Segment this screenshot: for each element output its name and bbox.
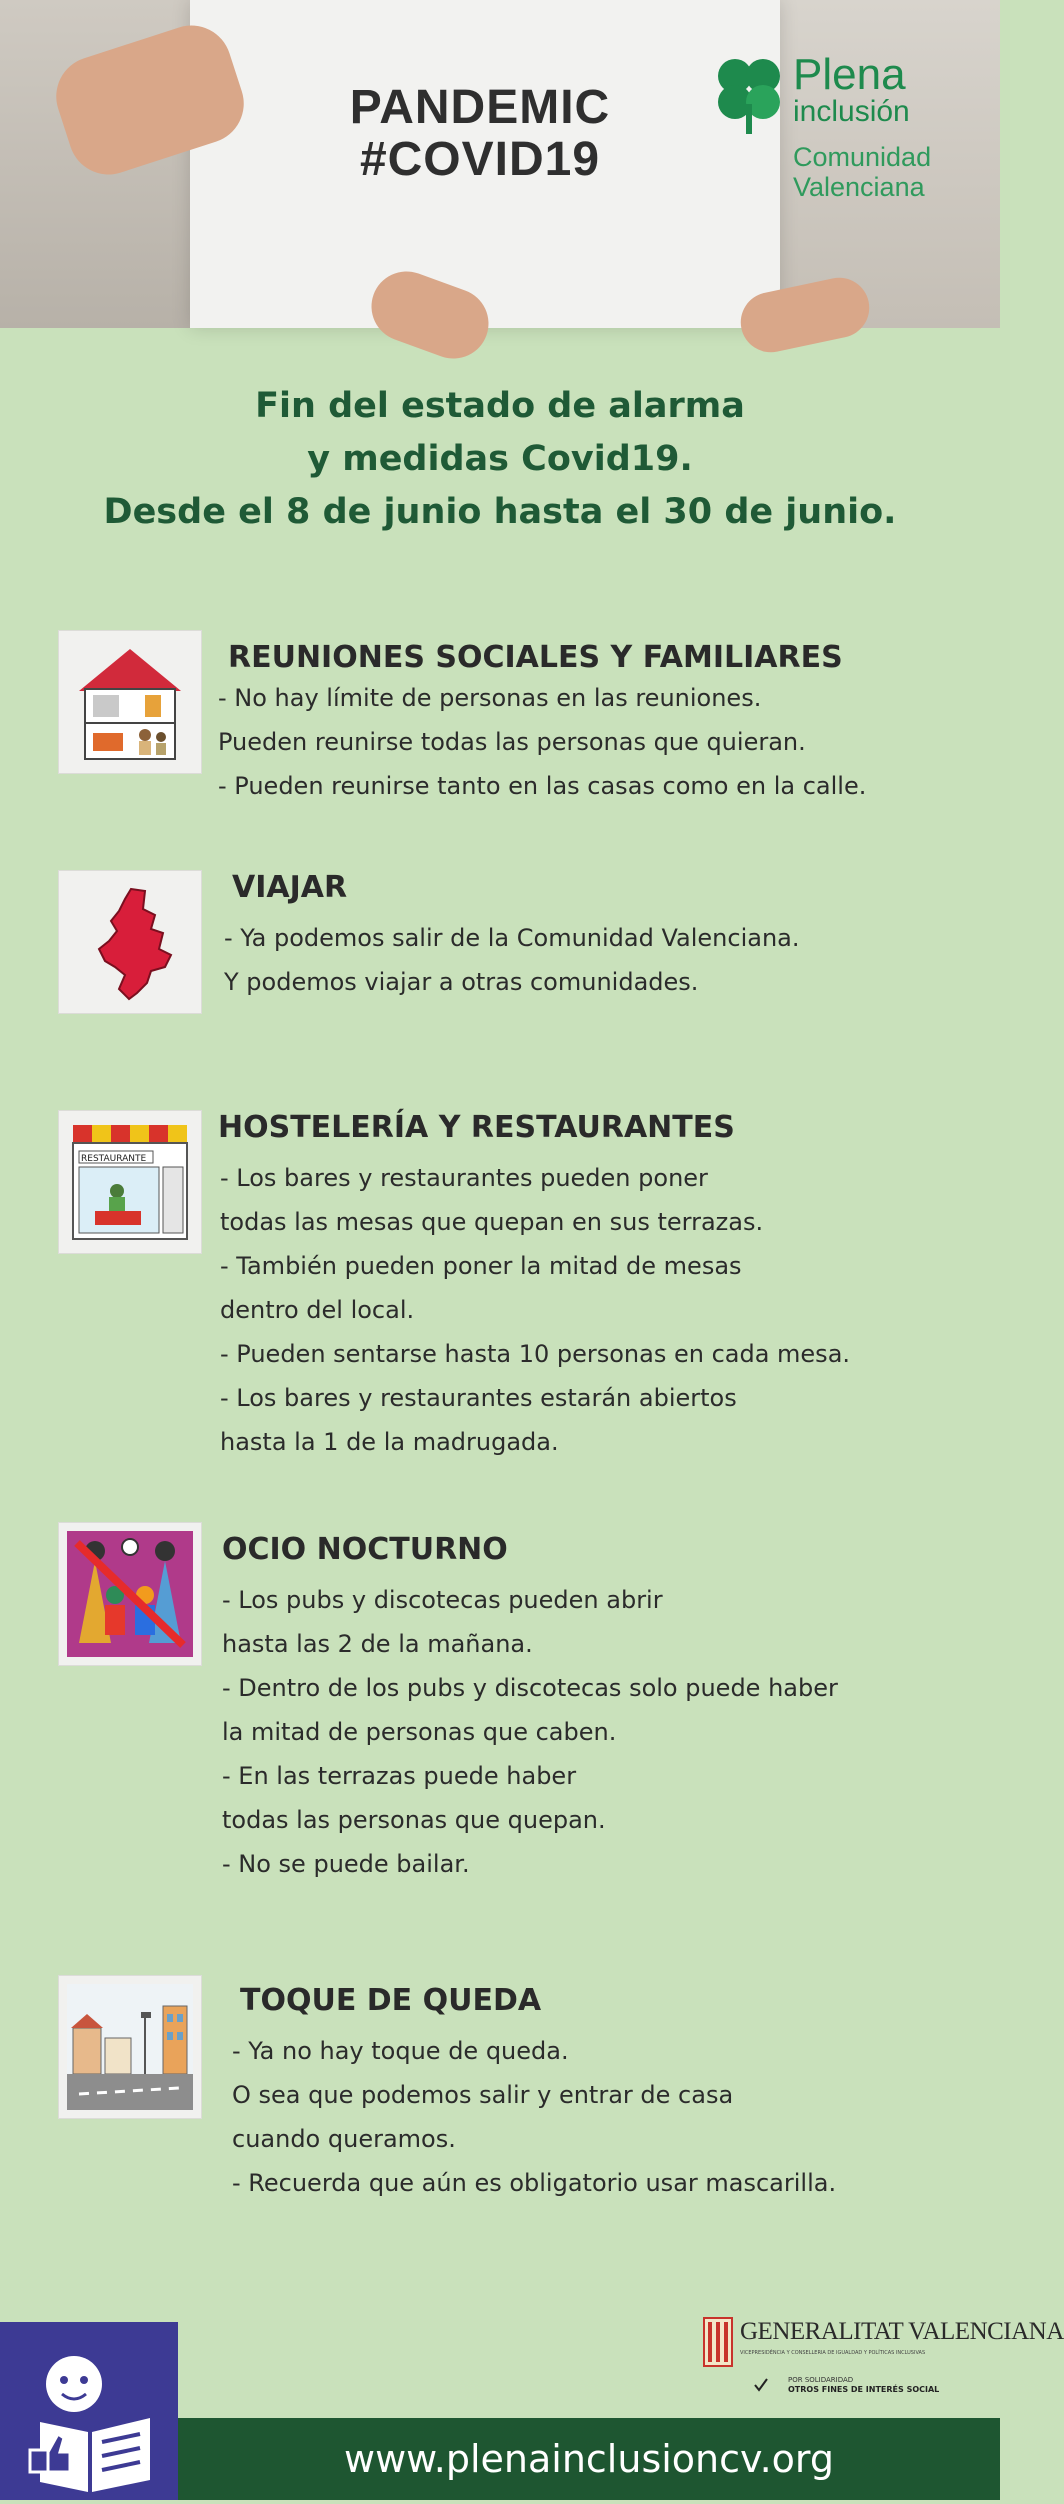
heading-line3: Desde el 8 de junio hasta el 30 de junio.: [103, 492, 897, 532]
website-link[interactable]: www.plenainclusioncv.org: [344, 2437, 834, 2481]
section-hosteleria: [58, 1110, 958, 1470]
solidarity-line2: OTROS FINES DE INTERÉS SOCIAL: [788, 2385, 940, 2394]
hero-title-line1: PANDEMIC: [349, 81, 611, 134]
logo-line4: Valenciana: [793, 172, 925, 202]
map-icon: [58, 870, 202, 1014]
section-ocio-nocturno: [58, 1522, 958, 1892]
disco-icon: [58, 1522, 202, 1666]
text-line: - Los pubs y discotecas pueden abrir: [222, 1586, 663, 1614]
text-line: - Los bares y restaurantes pueden poner: [220, 1164, 708, 1192]
text-line: - No hay límite de personas en las reuniones.: [218, 684, 762, 712]
section-text: [222, 1578, 838, 1886]
text-line: hasta la 1 de la madrugada.: [220, 1428, 559, 1456]
heading-line1: Fin del estado de alarma: [255, 386, 745, 426]
section-text: [232, 2029, 836, 2205]
text-line: - En las terrazas puede haber: [222, 1762, 577, 1790]
section-toque-de-queda: [58, 1975, 958, 2215]
main-heading: [0, 380, 1000, 539]
hero-photo: [0, 0, 1000, 328]
text-line: cuando queramos.: [232, 2125, 456, 2153]
text-line: todas las personas que quepan.: [222, 1806, 606, 1834]
coat-of-arms-icon: [700, 2314, 736, 2370]
hero-title-line2: #COVID19: [359, 133, 601, 186]
section-title: VIAJAR: [232, 870, 348, 905]
generalitat-logo: [700, 2310, 1064, 2410]
section-title: OCIO NOCTURNO: [222, 1532, 508, 1567]
section-viajar: [58, 870, 958, 1030]
checkmark-icon: [752, 2376, 770, 2394]
logo-line2: inclusión: [793, 95, 910, 128]
easy-read-logo: [0, 2322, 178, 2500]
text-line: - También pueden poner la mitad de mesas: [220, 1252, 742, 1280]
text-line: - Ya no hay toque de queda.: [232, 2037, 569, 2065]
section-title: HOSTELERÍA Y RESTAURANTES: [218, 1110, 735, 1145]
gva-name: GENERALITAT VALENCIANA: [740, 2318, 1064, 2345]
text-line: - Pueden reunirse tanto en las casas como en la calle.: [218, 772, 867, 800]
restaurant-sign: RESTAURANTE: [81, 1154, 147, 1164]
street-icon: [58, 1975, 202, 2119]
section-reuniones: [58, 630, 958, 830]
text-line: todas las mesas que quepan en sus terrazas.: [220, 1208, 764, 1236]
gva-subtitle: VICEPRESIDÈNCIA Y CONSELLERIA DE IGUALDAD Y POLÍTICAS INCLUSIVAS: [740, 2350, 926, 2356]
section-text: [224, 916, 800, 1004]
footer-bar: [178, 2418, 1000, 2500]
reading-person-icon: [0, 2322, 178, 2500]
solidarity-line1: POR SOLIDARIDAD: [788, 2376, 854, 2384]
text-line: - Ya podemos salir de la Comunidad Valenciana.: [224, 924, 800, 952]
heading-line2: y medidas Covid19.: [307, 439, 693, 479]
restaurant-icon: [58, 1110, 202, 1254]
section-title: TOQUE DE QUEDA: [240, 1983, 542, 2018]
text-line: - No se puede bailar.: [222, 1850, 470, 1878]
text-line: la mitad de personas que caben.: [222, 1718, 617, 1746]
text-line: O sea que podemos salir y entrar de casa: [232, 2081, 734, 2109]
section-text: [218, 676, 866, 808]
text-line: hasta las 2 de la mañana.: [222, 1630, 533, 1658]
text-line: - Dentro de los pubs y discotecas solo puede haber: [222, 1674, 838, 1702]
section-text: [220, 1156, 850, 1464]
text-line: - Recuerda que aún es obligatorio usar mascarilla.: [232, 2169, 837, 2197]
text-line: dentro del local.: [220, 1296, 415, 1324]
house-icon: [58, 630, 202, 774]
text-line: - Los bares y restaurantes estarán abiertos: [220, 1384, 737, 1412]
text-line: Pueden reunirse todas las personas que quieran.: [218, 728, 806, 756]
plena-inclusion-logo: [715, 52, 985, 212]
logo-line3: Comunidad: [793, 142, 932, 172]
hero-title: [290, 82, 670, 186]
text-line: - Pueden sentarse hasta 10 personas en cada mesa.: [220, 1340, 851, 1368]
text-line: Y podemos viajar a otras comunidades.: [224, 968, 699, 996]
section-title: REUNIONES SOCIALES Y FAMILIARES: [228, 640, 843, 675]
logo-line1: Plena: [793, 50, 906, 99]
clover-icon: [715, 56, 785, 136]
